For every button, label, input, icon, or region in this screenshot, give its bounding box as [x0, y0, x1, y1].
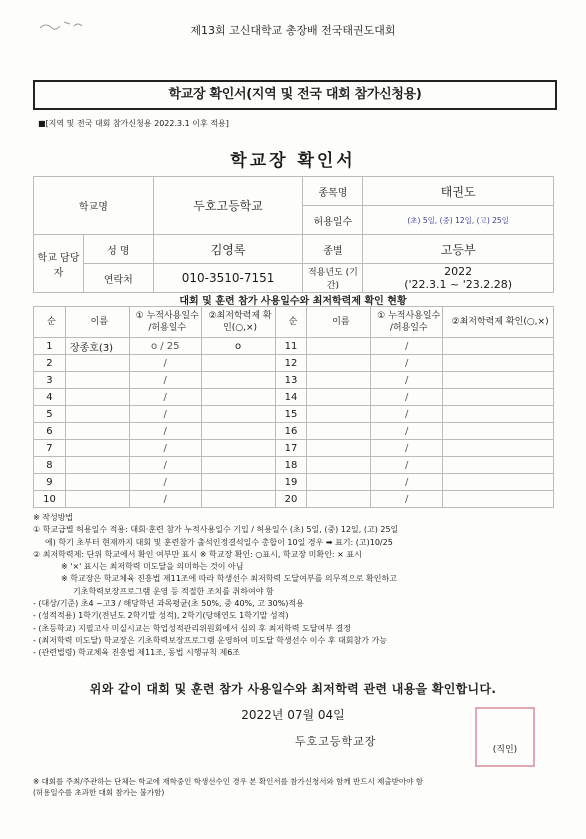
header-days-right: ① 누적사용일수 /허용일수: [371, 307, 443, 338]
row-name: [65, 440, 129, 457]
row-check-right: [443, 474, 554, 491]
instruction-3: ※ '×' 표시는 최저학력 미도달을 의미하는 것이 아님: [61, 562, 244, 572]
row-name: [65, 389, 129, 406]
row-days-right: /: [371, 440, 443, 457]
instruction-9: - (관련법령) 학교체육 진흥법 제11조, 동법 시행규칙 제6조: [33, 648, 241, 658]
principal-name: 두호고등학교장: [295, 735, 377, 748]
footnote-line-2: (허용일수를 초과한 대회 참가는 불가함): [33, 788, 165, 797]
row-days: /: [129, 423, 201, 440]
table-row: [34, 423, 554, 440]
event-header: 제13회 고신대학교 총장배 전국태권도대회: [190, 24, 396, 37]
official-seal-stamp: [475, 707, 535, 767]
row-name-right: [307, 474, 371, 491]
table-row: [34, 440, 554, 457]
event-value: 태권도: [363, 177, 554, 206]
records-header-row: [34, 307, 554, 338]
row-days-right: /: [371, 338, 443, 355]
contact-value: 010-3510-7151: [153, 264, 303, 293]
row-days: /: [129, 491, 201, 508]
row-name-right: [307, 355, 371, 372]
footnote: [33, 776, 553, 798]
instructions-block: [33, 512, 553, 660]
table-row: [34, 372, 554, 389]
period-value: ('22.3.1 ~ '23.2.28): [404, 278, 513, 291]
row-no: 1: [34, 338, 66, 355]
row-no-right: 17: [275, 440, 307, 457]
row-days: /: [129, 355, 201, 372]
row-days: /: [129, 406, 201, 423]
row-name-right: [307, 457, 371, 474]
row-check: [201, 389, 275, 406]
row-check-right: [443, 355, 554, 372]
instruction-1a: ① 학교급별 허용일수 적용: 대회·훈련 참가 누적사용일수 기입 / 허용일수 (초) 5일, (중) 12일, (고) 25일: [33, 525, 399, 535]
row-name-right: [307, 440, 371, 457]
table-row: [34, 491, 554, 508]
row-name-right: [307, 491, 371, 508]
row-no-right: 18: [275, 457, 307, 474]
row-name-right: [307, 372, 371, 389]
instruction-5: - (대상/기준) 초4 ~고3 / 해당학년 과목평균(초 50%, 중 40%, 고 30%)적용: [33, 599, 304, 609]
row-check-right: [443, 338, 554, 355]
row-check: [201, 474, 275, 491]
seal-label: (직인): [492, 745, 518, 755]
row-check: o: [201, 338, 275, 355]
instruction-2: ② 최저학력제: 단위 학교에서 확인 여부만 표시 ※ 학교장 확인: ○표시, 학교장 미확인: × 표시: [33, 549, 362, 559]
row-no: 6: [34, 423, 66, 440]
row-days-right: /: [371, 406, 443, 423]
header-no: 순: [34, 307, 66, 338]
header-check: ②최저학력제 확인(○,×): [201, 307, 275, 338]
row-days-right: /: [371, 423, 443, 440]
row-days: /: [129, 372, 201, 389]
row-check-right: [443, 491, 554, 508]
issue-date: 2022년 07월 04일: [241, 708, 345, 722]
row-name: [65, 355, 129, 372]
row-no: 8: [34, 457, 66, 474]
table-row: [34, 457, 554, 474]
name-label: 성 명: [83, 235, 153, 264]
row-days: o / 25: [129, 338, 201, 355]
staff-label: 학교 담당자: [34, 235, 84, 293]
row-days: /: [129, 440, 201, 457]
footnote-line-1: ※ 대회를 주최/주관하는 단체는 학교에 재학중인 학생선수인 경우 본 확인서를 참가신청서와 함께 반드시 제출받아야 함: [33, 777, 423, 786]
allowed-days-value: (초) 5일, (중) 12일, (고) 25일: [363, 206, 554, 235]
instruction-8: - (최저학력 미도달) 학교장은 기초학력보장프로그램 운영하여 미도달 학생선수 이수 후 대회참가 가능: [33, 635, 387, 645]
row-days: /: [129, 389, 201, 406]
row-no: 10: [34, 491, 66, 508]
row-no-right: 16: [275, 423, 307, 440]
instruction-4a: ※ 학교장은 학교체육 진흥법 제11조에 따라 학생선수 최저학력 도달여부를 의무적으로 확인하고: [61, 574, 397, 584]
school-info-table: [33, 176, 554, 293]
row-name-right: [307, 338, 371, 355]
row-no: 7: [34, 440, 66, 457]
row-check-right: [443, 389, 554, 406]
row-name-right: [307, 406, 371, 423]
header-check-right: ②최저학력제 확인(○,×): [443, 307, 554, 338]
row-check: [201, 457, 275, 474]
row-no: 4: [34, 389, 66, 406]
row-name-right: [307, 423, 371, 440]
instruction-4b: 기초학력보장프로그램 운영 등 적절한 조치를 취하여야 함: [73, 586, 274, 596]
table-row: [34, 474, 554, 491]
table-row: [34, 338, 554, 355]
row-check-right: [443, 457, 554, 474]
year-cell: [363, 264, 554, 293]
row-name: [65, 491, 129, 508]
row-no: 9: [34, 474, 66, 491]
row-no: 3: [34, 372, 66, 389]
row-check: [201, 440, 275, 457]
row-name: [65, 474, 129, 491]
row-name: 장종호(3): [65, 338, 129, 355]
school-value: 두호고등학교: [153, 177, 303, 235]
row-name: [65, 423, 129, 440]
row-days-right: /: [371, 355, 443, 372]
row-check-right: [443, 372, 554, 389]
row-no: 5: [34, 406, 66, 423]
row-no-right: 20: [275, 491, 307, 508]
instruction-7: - (초등학교) 지필고사 미실시교는 학업성적관리위원회에서 심의 후 최저학력 도달여부 결정: [33, 623, 351, 633]
applicability-note: ■[지역 및 전국 대회 참가신청용 2022.3.1 이후 적용]: [38, 119, 229, 128]
row-check-right: [443, 423, 554, 440]
header-name: 이름: [65, 307, 129, 338]
name-value: 김영록: [153, 235, 303, 264]
row-days: /: [129, 474, 201, 491]
school-label: 학교명: [34, 177, 154, 235]
row-no-right: 15: [275, 406, 307, 423]
row-days-right: /: [371, 389, 443, 406]
row-no: 2: [34, 355, 66, 372]
form-title: 학교장 확인서: [230, 151, 356, 171]
contact-label: 연락처: [83, 264, 153, 293]
year-label: 적용년도 (기간): [303, 264, 363, 293]
header-days: ① 누적사용일수 /허용일수: [129, 307, 201, 338]
row-check: [201, 491, 275, 508]
row-check: [201, 423, 275, 440]
records-table: [33, 306, 554, 508]
row-days-right: /: [371, 372, 443, 389]
header-name-right: 이름: [307, 307, 371, 338]
row-check: [201, 355, 275, 372]
row-name: [65, 372, 129, 389]
row-no-right: 11: [275, 338, 307, 355]
year-value: 2022: [444, 265, 473, 278]
row-no-right: 13: [275, 372, 307, 389]
gender-value: 고등부: [363, 235, 554, 264]
row-no-right: 19: [275, 474, 307, 491]
row-name: [65, 457, 129, 474]
row-days-right: /: [371, 474, 443, 491]
row-check-right: [443, 406, 554, 423]
row-name-right: [307, 389, 371, 406]
header-no-right: 순: [275, 307, 307, 338]
confirmation-statement: 위와 같이 대회 및 훈련 참가 사용일수와 최저학력 관련 내용을 확인합니다.: [89, 682, 497, 696]
instruction-1b: 에) 학기 초부터 현재까지 대회 및 훈련참가 출석인정결석일수 총합이 10일 경우 ➡ 표기: (고)10/25: [45, 537, 393, 547]
records-body: [34, 338, 554, 508]
records-title: 대회 및 훈련 참가 사용일수와 최저학력제 확인 현황: [179, 296, 407, 307]
table-row: [34, 355, 554, 372]
row-check: [201, 406, 275, 423]
document-title: 학교장 확인서(지역 및 전국 대회 참가신청용): [33, 80, 557, 110]
allowed-days-label: 허용일수: [303, 206, 363, 235]
row-check-right: [443, 440, 554, 457]
row-no-right: 12: [275, 355, 307, 372]
event-label: 종목명: [303, 177, 363, 206]
row-days: /: [129, 457, 201, 474]
instruction-6: - (성적적용) 1학기(전년도 2학기말 성적), 2학기(당해연도 1학기말 성적): [33, 611, 289, 621]
gender-label: 종별: [303, 235, 363, 264]
row-no-right: 14: [275, 389, 307, 406]
row-days-right: /: [371, 491, 443, 508]
row-days-right: /: [371, 457, 443, 474]
row-name: [65, 406, 129, 423]
instructions-title: ※ 작성방법: [33, 513, 74, 522]
table-row: [34, 406, 554, 423]
table-row: [34, 389, 554, 406]
row-check: [201, 372, 275, 389]
